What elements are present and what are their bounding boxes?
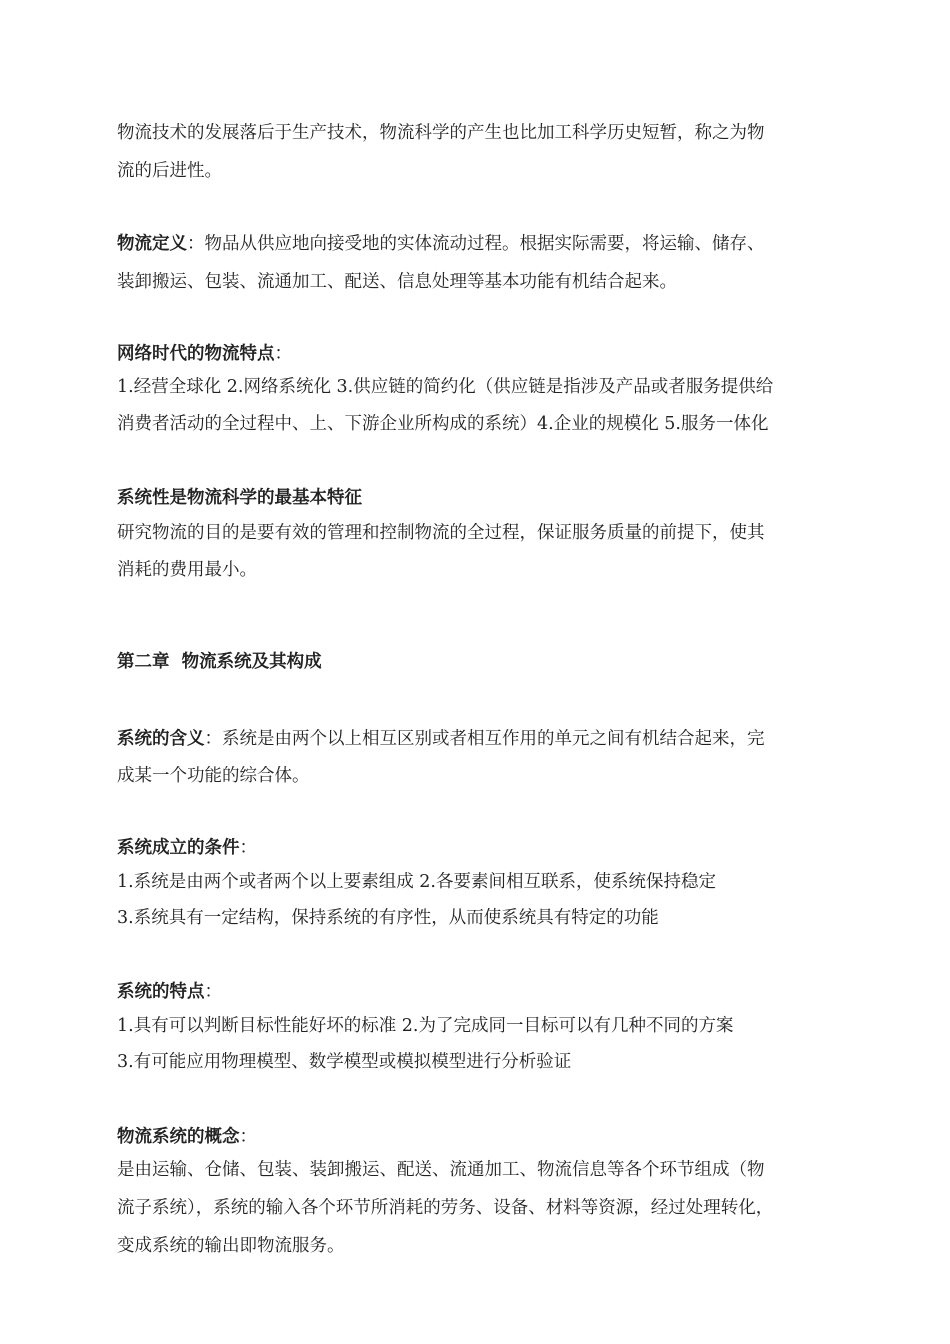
heading-text: 系统的特点 [117,982,205,1002]
body-text: 3.系统具有一定结构，保持系统的有序性，从而使系统具有特定的功能 [117,908,659,928]
body-text: 1.具有可以判断目标性能好坏的标准 2.为了完成同一目标可以有几种不同的方案 [117,1016,734,1036]
heading-colon: ： [239,838,257,858]
body-text: 物流技术的发展落后于生产技术，物流科学的产生也比加工科学历史短暂，称之为物 [117,123,765,143]
section-heading [117,342,292,366]
body-text: ：物品从供应地向接受地的实体流动过程。根据实际需要，将运输、储存、 [187,234,765,254]
heading-text: 物流系统的概念 [117,1127,240,1147]
heading-colon: ： [239,1127,257,1147]
definition-label: 系统的含义 [117,729,205,749]
heading-colon: ： [274,344,292,364]
body-text: 流子系统），系统的输入各个环节所消耗的劳务、设备、材料等资源，经过处理转化， [117,1198,774,1218]
section-heading [117,1125,257,1149]
body-text: ：系统是由两个以上相互区别或者相互作用的单元之间有机结合起来，完 [204,729,765,749]
body-text: 消费者活动的全过程中、上、下游企业所构成的系统）4.企业的规模化 5.服务一体化 [117,414,769,434]
body-text: 装卸搬运、包装、流通加工、配送、信息处理等基本功能有机结合起来。 [117,272,677,292]
body-text: 消耗的费用最小。 [117,560,257,580]
definition-line [117,232,765,256]
definition-line [117,727,765,751]
section-heading [117,836,257,860]
heading-colon: ： [204,982,222,1002]
body-text: 流的后进性。 [117,161,222,181]
body-text: 3.有可能应用物理模型、数学模型或模拟模型进行分析验证 [117,1052,572,1072]
body-text: 变成系统的输出即物流服务。 [117,1236,345,1256]
section-heading [117,980,222,1004]
body-text: 1.系统是由两个或者两个以上要素组成 2.各要素间相互联系，使系统保持稳定 [117,872,716,892]
section-heading: 系统性是物流科学的最基本特征 [117,488,362,508]
body-text: 是由运输、仓储、包装、装卸搬运、配送、流通加工、物流信息等各个环节组成（物 [117,1160,765,1180]
body-text: 研究物流的目的是要有效的管理和控制物流的全过程，保证服务质量的前提下，使其 [117,523,765,543]
body-text: 1.经营全球化 2.网络系统化 3.供应链的简约化（供应链是指涉及产品或者服务提供给 [117,377,774,397]
heading-text: 系统成立的条件 [117,838,240,858]
chapter-title: 第二章 物流系统及其构成 [117,652,322,672]
body-text: 成某一个功能的综合体。 [117,766,310,786]
heading-text: 网络时代的物流特点 [117,344,275,364]
definition-label: 物流定义 [117,234,187,254]
